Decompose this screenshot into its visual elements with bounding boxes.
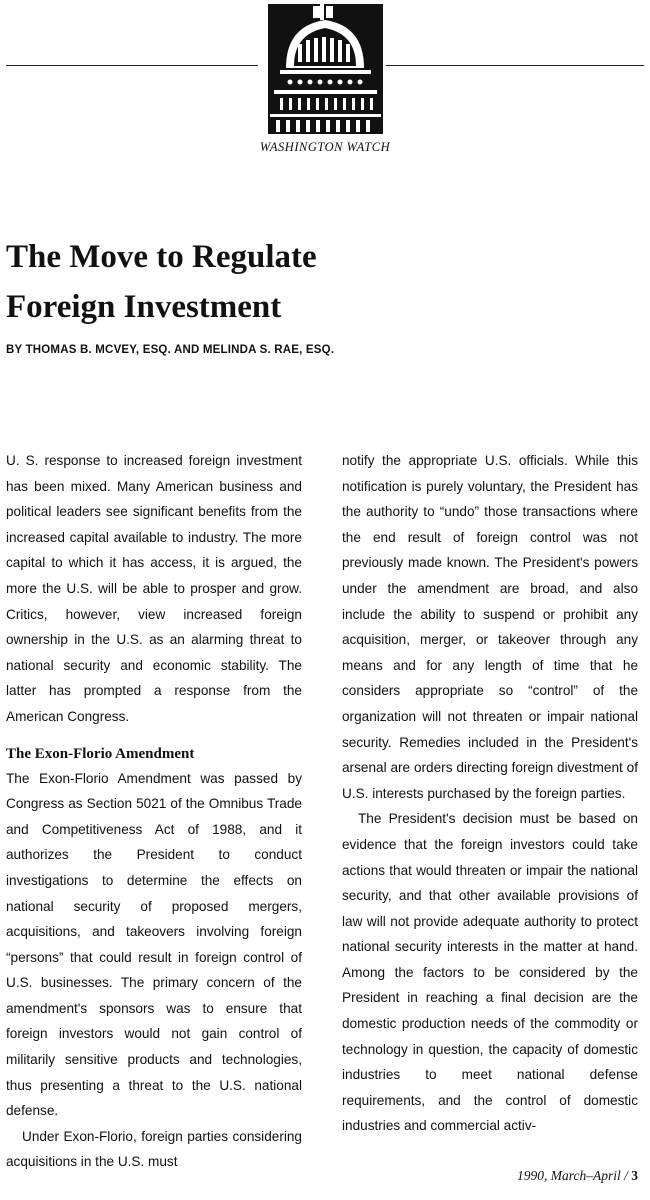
body-paragraph: The Exon-Florio Amendment was passed by Congress as Section 5021 of the Omnibus Trade and Competitiveness Act of 1988, and it authorizes the President to conduct investigations to determine the effects on national security of proposed mergers, acquisitions, and takeovers involving foreign “persons” that could result in foreign control of U.S. businesses. The primary concern of the amendment's sponsors was to ensure that foreign investors would not gain control of militarily sensitive products and technologies, thus presenting a threat to the U.S. national defense. [6,770,302,1119]
header-rule-right [386,65,644,66]
left-column [6,448,302,1175]
header-rule-left [6,65,258,66]
right-column [342,448,638,1139]
byline: BY THOMAS B. MCVEY, ESQ. AND MELINDA S. RAE, ESQ. [6,344,335,356]
page-number: 3 [631,1168,638,1183]
body-paragraph: The President's decision must be based on evidence that the foreign investors could take actions that would threaten or impair the national security, and that other available provisions of law will not provide adequate authority to protect national security interests in the matter at hand. Among the factors to be considered by the President in reaching a final decision are the domestic production needs of the commodity or technology in question, the capacity of domestic industries to meet national defense requirements, and the control of domestic industries and commercial activ- [342,811,638,1134]
section-label: WASHINGTON WATCH [259,140,391,154]
intro-paragraph: U. S. response to increased foreign investment has been mixed. Many American business and political leaders see significant benefits from the increased capital available to industry. The more capital to which it has access, it is argued, the more the U.S. will be able to prosper and grow. Critics, however, view increased foreign ownership in the U.S. as an alarming threat to national security and economic stability. The latter has prompted a response from the American Congress. [6,453,302,724]
section-subhead: The Exon-Florio Amendment [6,745,195,762]
body-paragraph: notify the appropriate U.S. officials. While this notification is purely voluntary, the President has the authority to “undo” those transactions where the end result of foreign control was not previously made known. The President's powers under the amendment are broad, and also include the ability to suspend or prohibit any acquisition, merger, or takeover through any means and for any length of time that he considers appropriate so “control” of the organization will not threaten or impair national security. Remedies included in the President's arsenal are orders directing foreign divestment of U.S. interests purchased by the foreign parties. [342,453,638,801]
page-footer [517,1168,638,1184]
body-paragraph: Under Exon-Florio, foreign parties considering acquisitions in the U.S. must [6,1128,302,1170]
title-line-1: The Move to Regulate [6,239,317,275]
capitol-dome-icon [268,4,383,134]
issue-date: 1990, March–April / [517,1168,632,1183]
title-line-2: Foreign Investment [6,289,282,325]
article-title [6,232,466,332]
